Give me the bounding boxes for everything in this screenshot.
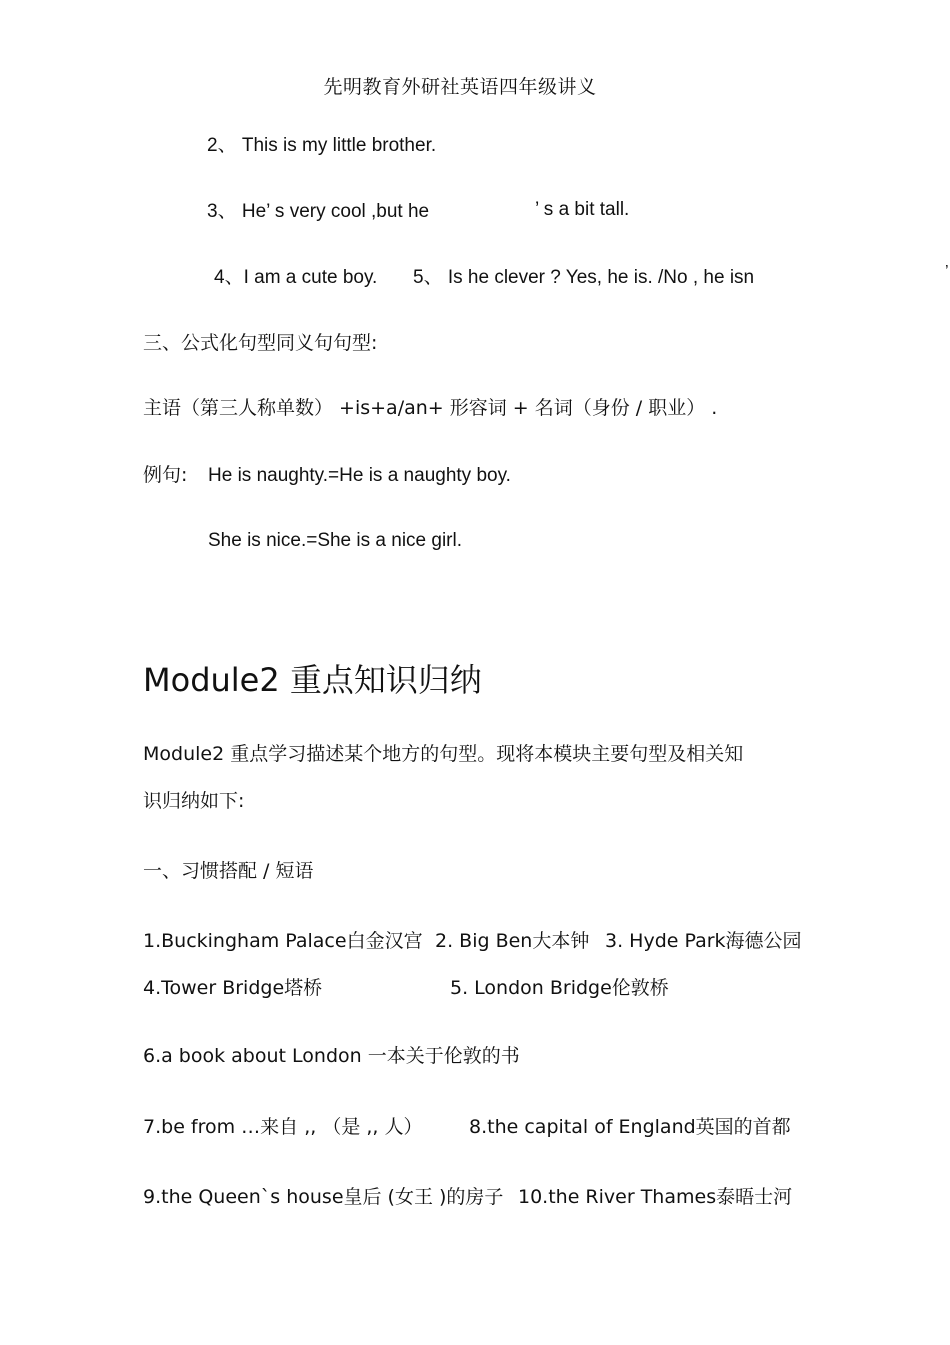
example-sentence-2: She is nice.=She is a nice girl. bbox=[208, 530, 462, 551]
phrase-4: 4.Tower Bridge塔桥 bbox=[143, 977, 323, 999]
phrase-6: 6.a book about London 一本关于伦敦的书 bbox=[143, 1045, 520, 1067]
formula-sentence-pattern: 主语（第三人称单数） +is+a/an+ 形容词 + 名词（身份 / 职业） . bbox=[143, 397, 718, 419]
phrase-8: 8.the capital of England英国的首都 bbox=[469, 1116, 791, 1138]
sentence-2: 2、 This is my little brother. bbox=[207, 135, 437, 156]
sentence-3-part-a: 3、 He’ s very cool ,but he bbox=[207, 201, 430, 222]
module2-intro-line-1: Module2 重点学习描述某个地方的句型。现将本模块主要句型及相关知 bbox=[143, 743, 744, 765]
phrase-7: 7.be from …来自 ,, （是 ,, 人） bbox=[143, 1116, 423, 1138]
page-header-title: 先明教育外研社英语四年级讲义 bbox=[323, 76, 597, 98]
example-sentence-1: He is naughty.=He is a naughty boy. bbox=[208, 465, 511, 486]
phrase-9: 9.the Queen`s house皇后 (女王 )的房子 bbox=[143, 1186, 504, 1208]
phrase-2: 2. Big Ben大本钟 bbox=[435, 930, 590, 952]
sentence-4: 4、I am a cute boy. bbox=[214, 267, 378, 288]
phrase-10: 10.the River Thames泰晤士河 bbox=[518, 1186, 793, 1208]
phrases-heading: 一、习惯搭配 / 短语 bbox=[143, 860, 314, 882]
module2-intro-line-2: 识归纳如下: bbox=[143, 790, 245, 812]
phrase-5: 5. London Bridge伦敦桥 bbox=[450, 977, 669, 999]
sentence-5-apostrophe: ’ bbox=[945, 263, 949, 280]
sentence-3-part-b: ’ s a bit tall. bbox=[535, 199, 630, 220]
example-label: 例句: bbox=[143, 464, 188, 486]
sentence-5: 5、 Is he clever ? Yes, he is. /No , he isn bbox=[413, 267, 755, 288]
module2-title: Module2 重点知识归纳 bbox=[143, 661, 482, 699]
phrase-1: 1.Buckingham Palace白金汉宫 bbox=[143, 930, 423, 952]
section-three-heading: 三、公式化句型同义句句型: bbox=[143, 332, 378, 354]
phrase-3: 3. Hyde Park海德公园 bbox=[605, 930, 802, 952]
